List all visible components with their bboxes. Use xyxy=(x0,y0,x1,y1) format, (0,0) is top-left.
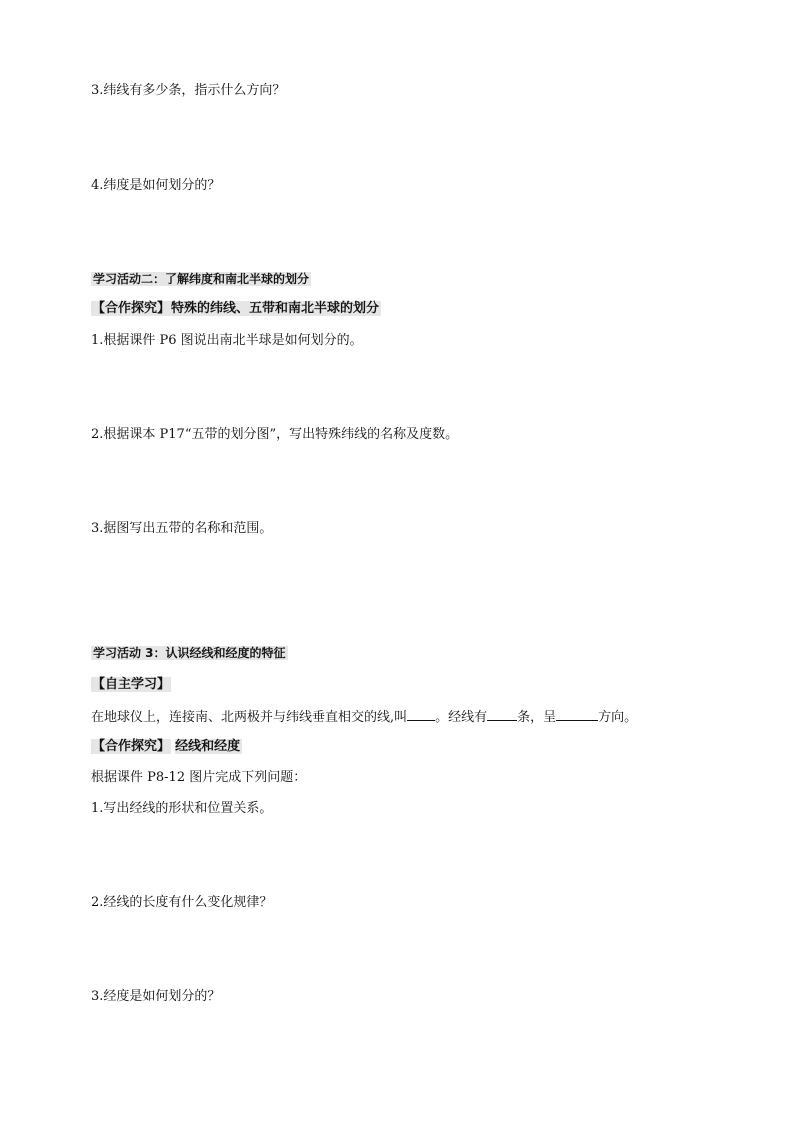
activity2-coop-tag: 【合作探究】 xyxy=(92,301,171,316)
activity3-self-tag: 【自主学习】 xyxy=(92,677,171,692)
activity3-coop-heading xyxy=(91,738,242,756)
activity3-coop-title: 经线和经度 xyxy=(175,739,241,754)
fill-blank-meridian-name[interactable] xyxy=(407,707,435,721)
activity3-self-study-heading xyxy=(91,676,171,694)
activity2-heading xyxy=(91,270,311,289)
activity2-question-2: 2.根据课本 P17“五带的划分图”，写出特殊纬线的名称及度数。 xyxy=(91,427,459,442)
question-latitude-count: 3.纬线有多少条，指示什么方向？ xyxy=(91,83,286,98)
activity2-title: 学习活动二：了解纬度和南北半球的划分 xyxy=(93,272,310,286)
fill-blank-meridian-direction[interactable] xyxy=(556,707,598,721)
fill-text-1: 在地球仪上，连接南、北两极并与纬线垂直相交的线,叫 xyxy=(91,710,408,725)
activity2-coop-heading xyxy=(91,300,381,318)
fill-blank-meridian-count[interactable] xyxy=(487,707,517,721)
activity3-heading xyxy=(91,644,288,663)
activity2-question-3: 3.据图写出五带的名称和范围。 xyxy=(91,521,273,536)
fill-text-4: 方向。 xyxy=(598,710,638,725)
activity3-fill-in-sentence xyxy=(91,707,637,727)
activity3-coop-tag: 【合作探究】 xyxy=(92,739,171,754)
activity3-question-2: 2.经线的长度有什么变化规律？ xyxy=(91,895,273,910)
fill-text-2: 。经线有 xyxy=(435,710,488,725)
activity3-question-3: 3.经度是如何划分的？ xyxy=(91,989,221,1004)
activity3-title: 学习活动 3：认识经线和经度的特征 xyxy=(93,646,286,660)
activity3-question-1: 1.写出经线的形状和位置关系。 xyxy=(91,801,273,816)
activity2-question-1: 1.根据课件 P6 图说出南北半球是如何划分的。 xyxy=(91,333,363,348)
fill-text-3: 条，呈 xyxy=(517,710,557,725)
activity2-coop-title: 特殊的纬线、五带和南北半球的划分 xyxy=(171,301,380,316)
activity3-intro: 根据课件 P8-12 图片完成下列问题： xyxy=(91,770,307,785)
question-latitude-division: 4.纬度是如何划分的？ xyxy=(91,178,221,193)
